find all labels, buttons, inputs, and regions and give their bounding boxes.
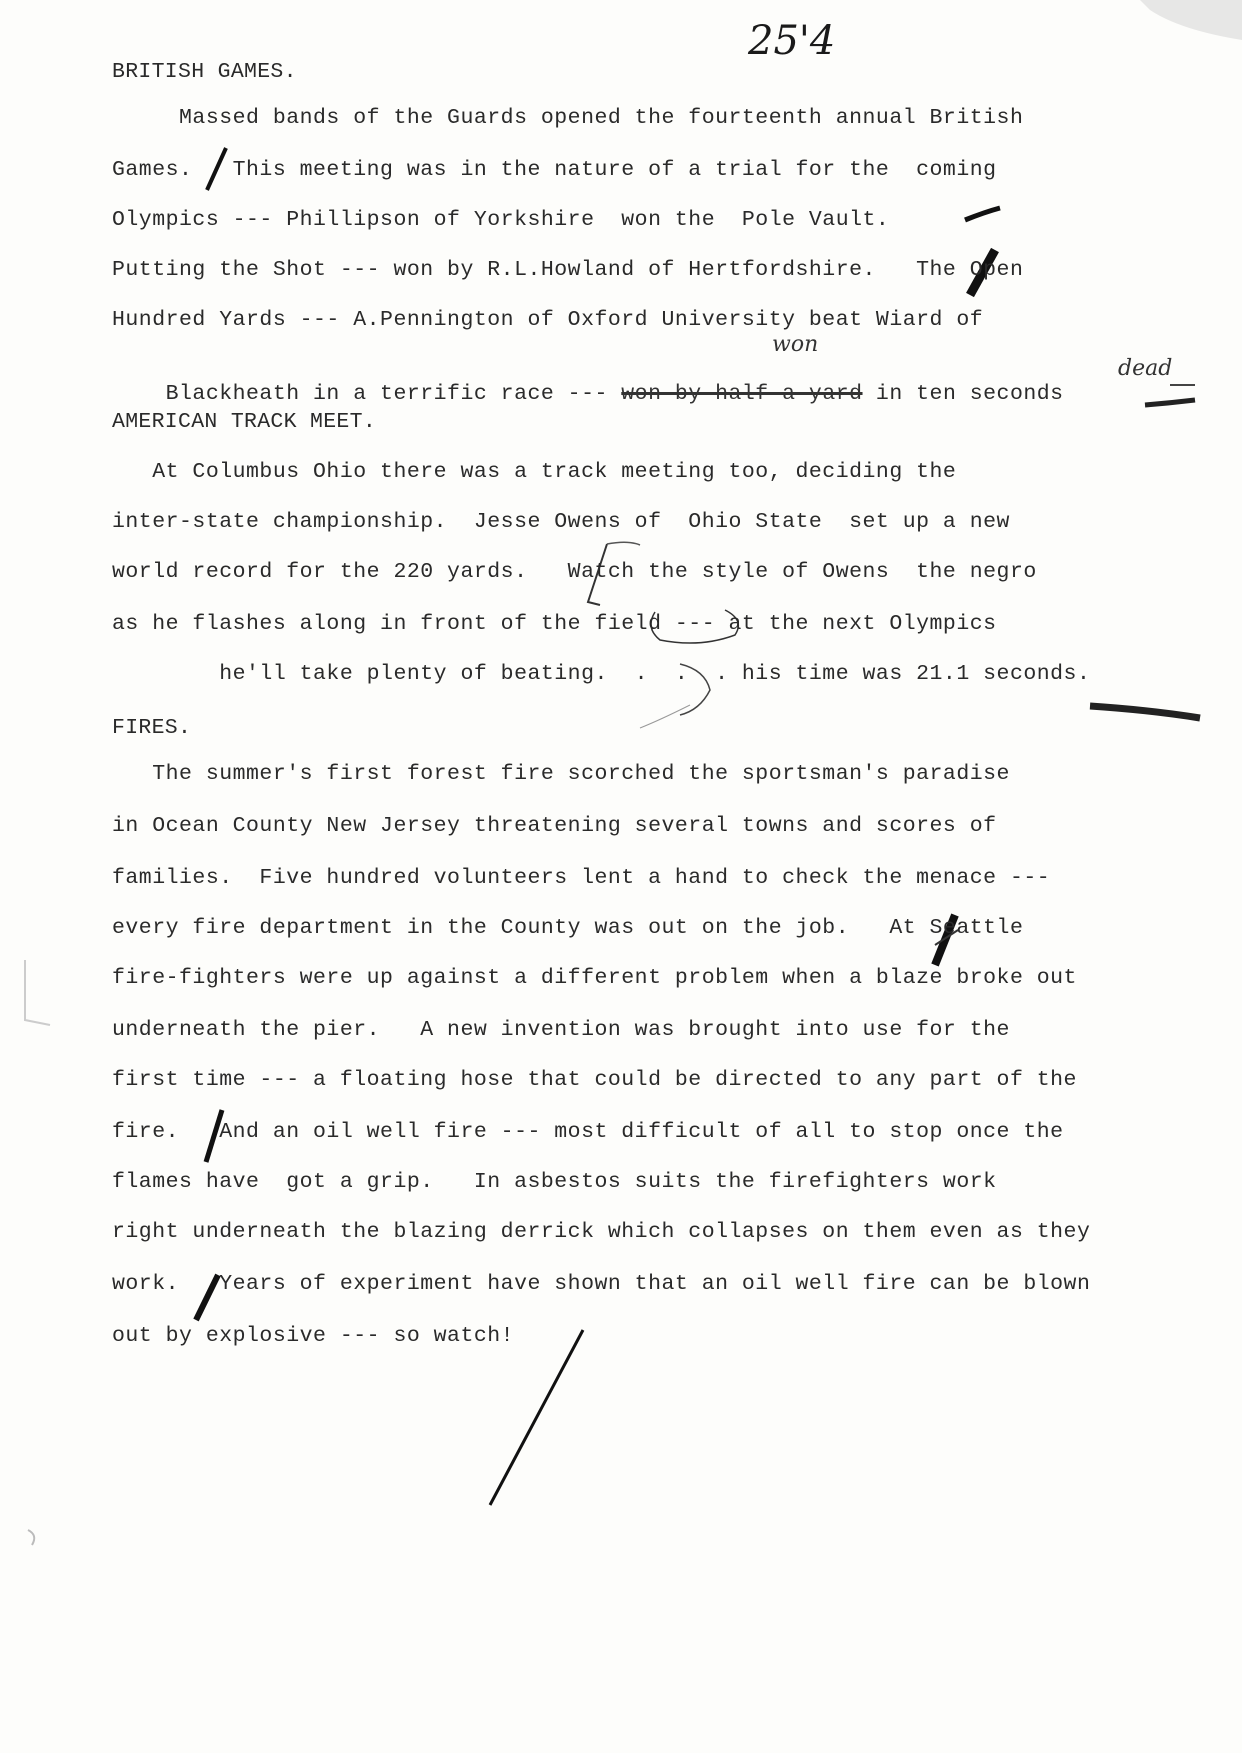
text-line: he'll take plenty of beating. . . . his time was 21.1 seconds. [112,662,1091,686]
text-line: Massed bands of the Guards opened the fourteenth annual British [112,106,1024,130]
text-line: as he flashes along in front of the field --- at the next Olympics [112,612,997,636]
text-line: Putting the Shot --- won by R.L.Howland of Hertfordshire. The Open [112,258,1024,282]
text-line: out by explosive --- so watch! [112,1324,515,1348]
handwritten-margin-note: dead [1118,356,1173,381]
text-line: flames have got a grip. In asbestos suits the firefighters work [112,1170,997,1194]
text-line: Olympics --- Phillipson of Yorkshire won the Pole Vault. [112,208,890,232]
text-line: fire. And an oil well fire --- most difficult of all to stop once the [112,1120,1064,1144]
handwritten-insert: won [772,332,819,357]
section-heading-british-games: BRITISH GAMES. [112,60,297,84]
text-line: world record for the 220 yards. Watch the style of Owens the negro [112,560,1037,584]
text-line: work. Years of experiment have shown that an oil well fire can be blown [112,1272,1091,1296]
section-heading-fires: FIRES. [112,716,192,740]
text-line: families. Five hundred volunteers lent a hand to check the menace --- [112,866,1051,890]
text-line: At Columbus Ohio there was a track meeting too, deciding the [112,460,957,484]
text-line: Games. This meeting was in the nature of a trial for the coming [112,158,997,182]
text-line: Hundred Yards --- A.Pennington of Oxford University beat Wiard of [112,308,984,332]
page-number: 25'4 [748,18,836,64]
text-line: every fire department in the County was out on the job. At Seattle [112,916,1024,940]
text-line: underneath the pier. A new invention was brought into use for the [112,1018,1010,1042]
text-line: in Ocean County New Jersey threatening several towns and scores of [112,814,997,838]
section-heading-american-track: AMERICAN TRACK MEET. [112,410,377,434]
text-line: first time --- a floating hose that could be directed to any part of the [112,1068,1077,1092]
text-line: fire-fighters were up against a different problem when a blaze broke out [112,966,1077,990]
text-fragment: Blackheath in a terrific race --- [165,381,622,406]
text-line: right underneath the blazing derrick which collapses on them even as they [112,1220,1091,1244]
text-fragment: in ten seconds [862,381,1064,406]
text-line: inter-state championship. Jesse Owens of Ohio State set up a new [112,510,1010,534]
text-line: The summer's first forest fire scorched the sportsman's paradise [112,762,1010,786]
struck-text: won by half a yard [621,381,863,406]
